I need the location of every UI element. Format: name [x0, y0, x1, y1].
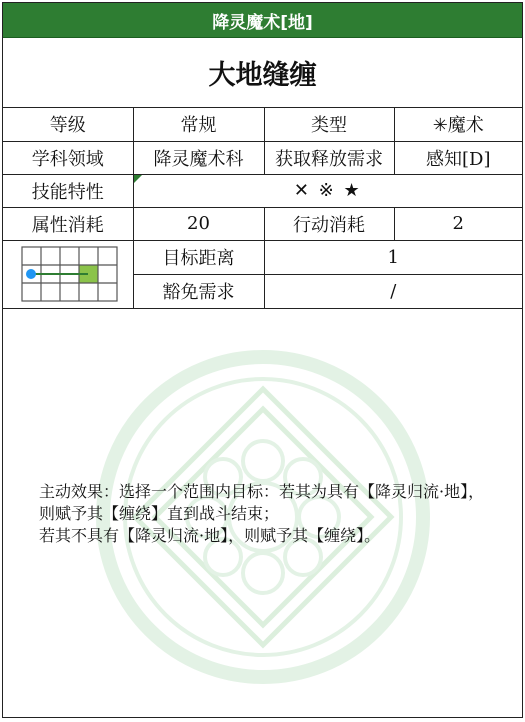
- description-area: [3, 309, 522, 713]
- attr-cost-value: 20: [133, 207, 264, 240]
- obtain-label: 获取释放需求: [264, 141, 394, 174]
- stats-table: [3, 108, 522, 309]
- type-value: ✳魔术: [394, 108, 522, 141]
- obtain-value: 感知[D]: [394, 141, 522, 174]
- immunity-label: 豁免需求: [133, 274, 264, 308]
- skill-card: [2, 2, 523, 718]
- effect-description: 主动效果：选择一个范围内目标：若其为具有【降灵归流·地】，则赋予其【缠绕】直到战斗结束； 若其不具有【降灵归流·地】，则赋予其【缠绕】。: [39, 481, 485, 545]
- school-value: 降灵魔术科: [133, 141, 264, 174]
- traits-label: 技能特性: [3, 174, 133, 207]
- target-range-value: 1: [264, 240, 522, 274]
- level-value: 常规: [133, 108, 264, 141]
- school-label: 学科领域: [3, 141, 133, 174]
- traits-cell: [133, 174, 522, 207]
- action-cost-label: 行动消耗: [264, 207, 394, 240]
- level-label: 等级: [3, 108, 133, 141]
- immunity-value: /: [264, 274, 522, 308]
- card-name: 大地缝缠: [3, 38, 522, 108]
- type-label: 类型: [264, 108, 394, 141]
- range-grid-icon: [18, 246, 118, 302]
- target-range-label: 目标距离: [133, 240, 264, 274]
- corner-flag-icon: [134, 175, 142, 183]
- action-cost-value: 2: [394, 207, 522, 240]
- traits-value: ✕ ※ ★: [293, 180, 362, 201]
- card-category: 降灵魔术[地]: [3, 3, 522, 38]
- range-grid-cell: [3, 240, 133, 308]
- attr-cost-label: 属性消耗: [3, 207, 133, 240]
